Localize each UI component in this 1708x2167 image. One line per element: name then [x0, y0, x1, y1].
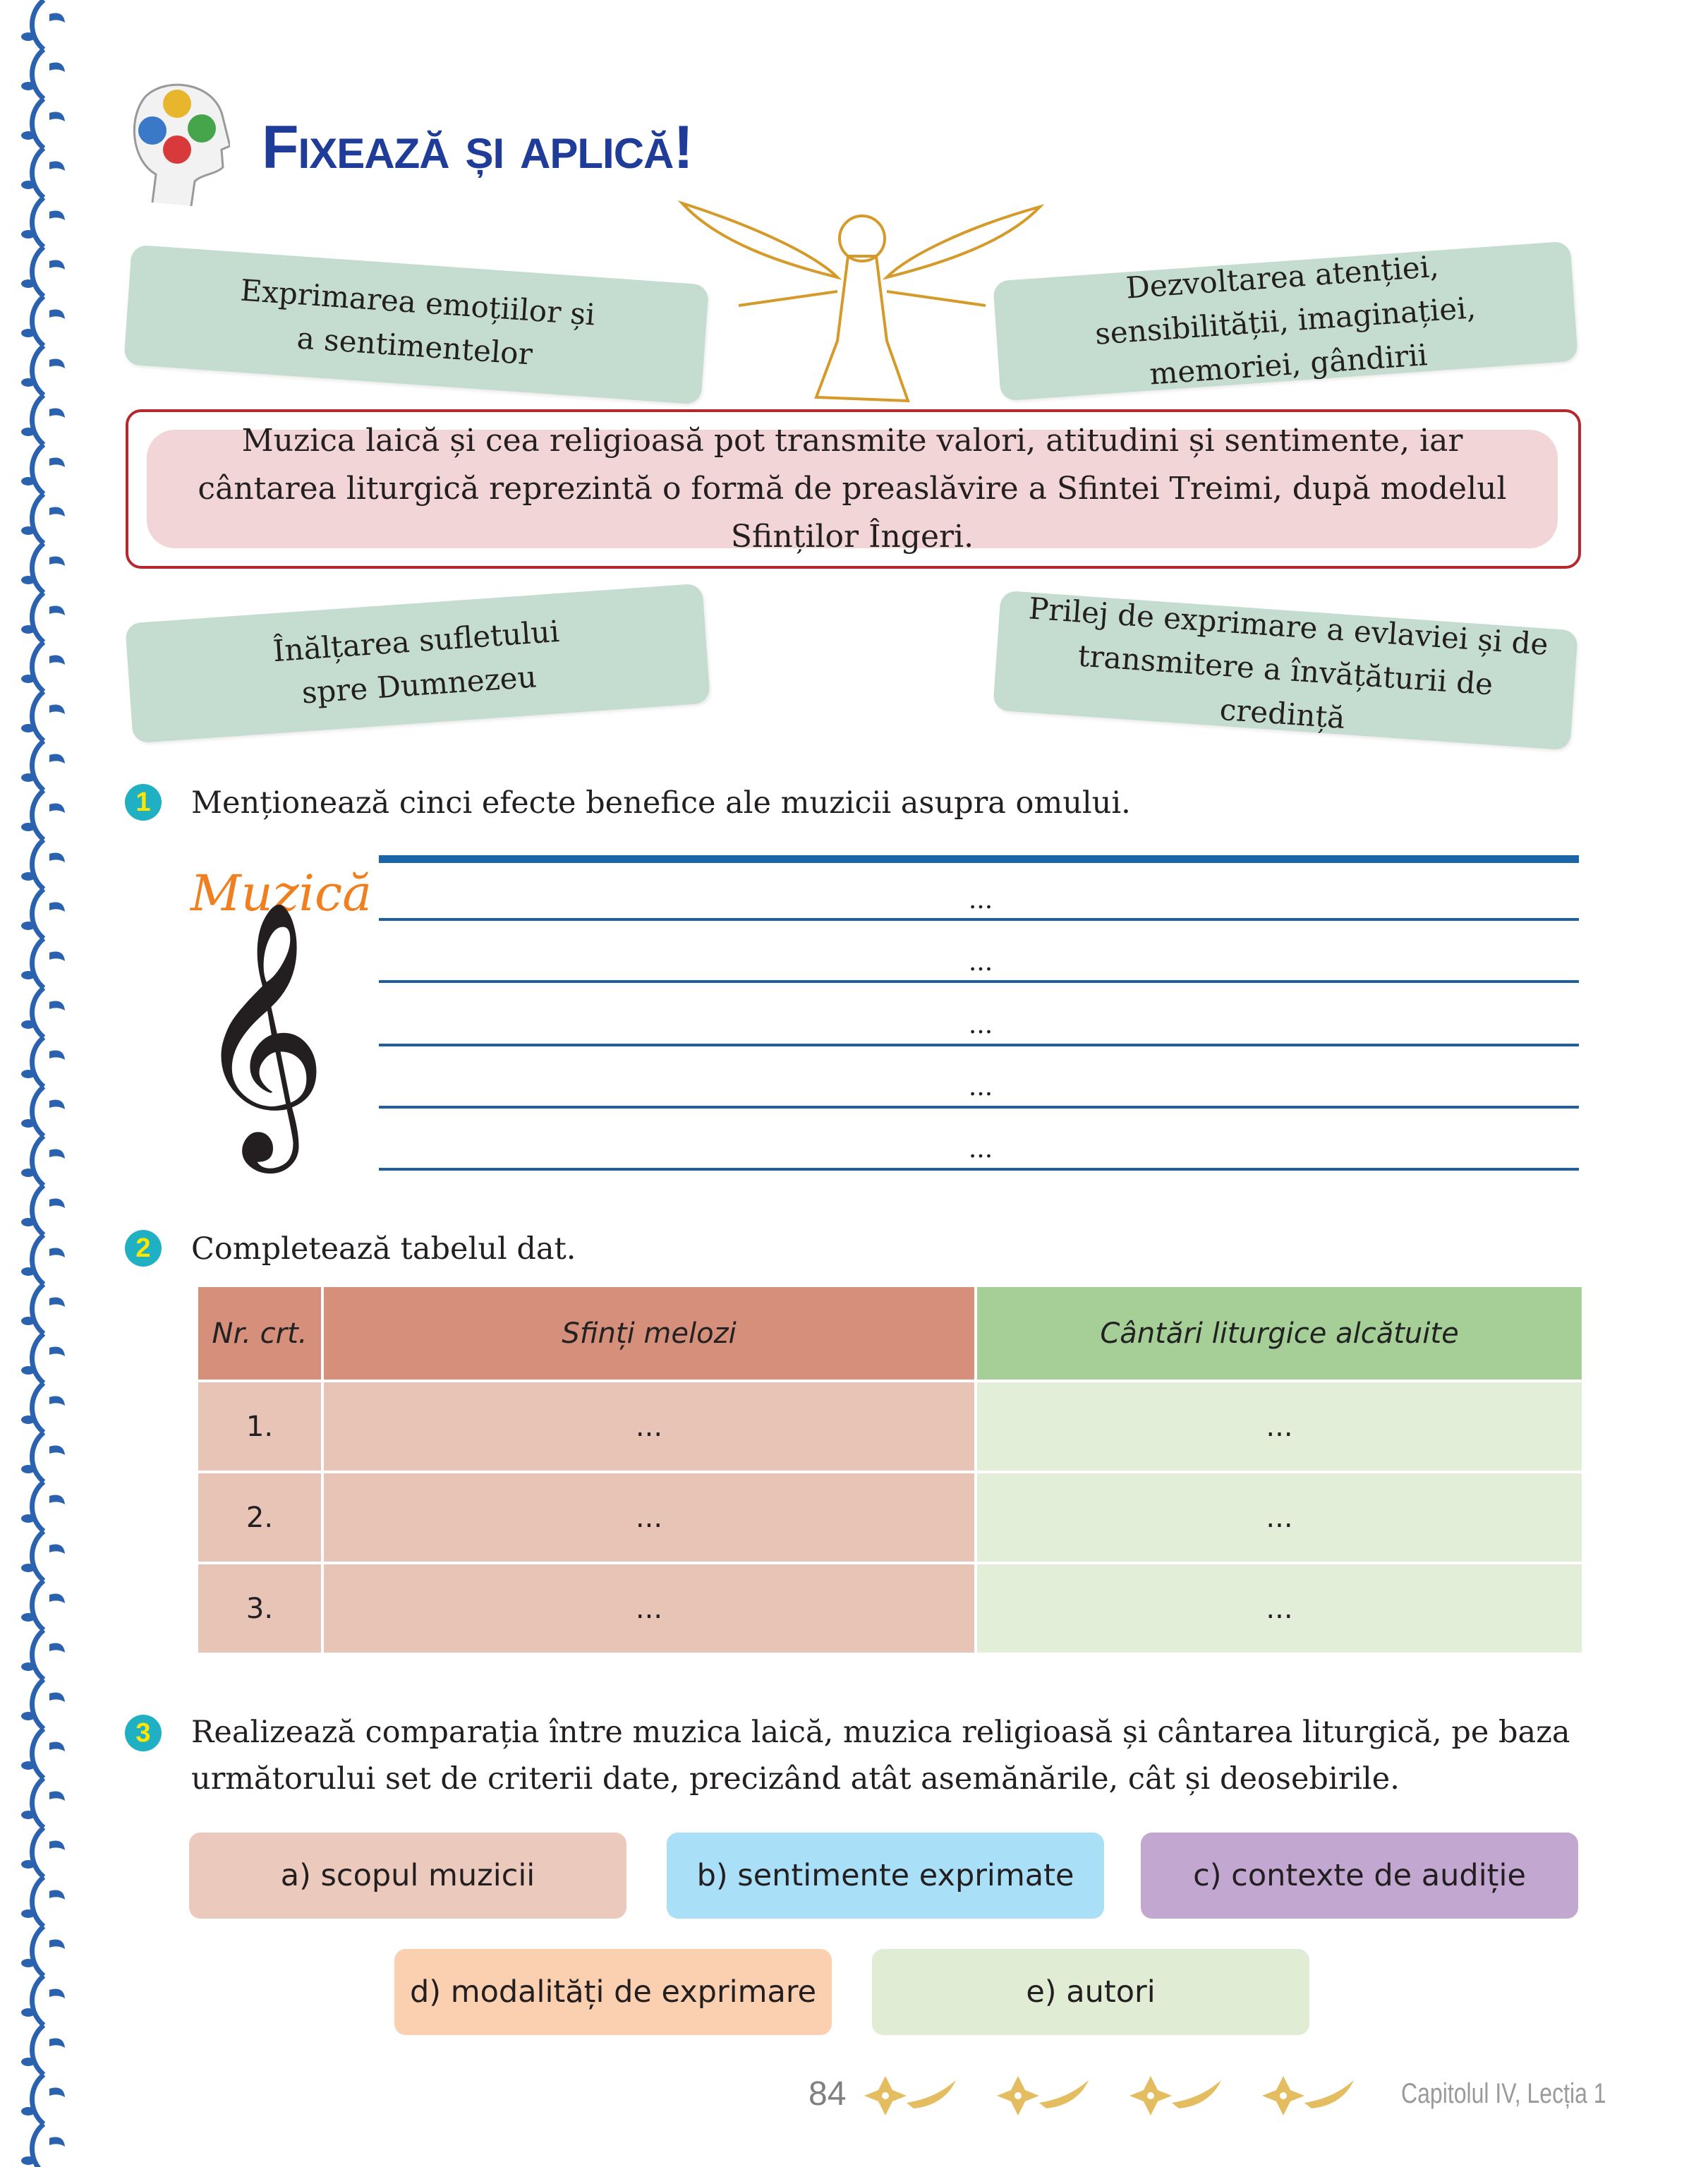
- answer-line: [379, 1044, 1579, 1046]
- answer-line: [379, 1168, 1579, 1171]
- answer-placeholder[interactable]: ...: [968, 886, 993, 915]
- exercise-number-badge: 1: [125, 784, 162, 821]
- answer-placeholder[interactable]: ...: [968, 948, 993, 977]
- chapter-label: Capitolul IV, Lecția 1: [1401, 2078, 1606, 2109]
- row-number: 3.: [197, 1563, 322, 1654]
- concept-box-soul: [125, 584, 710, 744]
- exercise-1-text: Menționează cinci efecte benefice ale muzicii asupra omului.: [191, 785, 1131, 821]
- hymn-cell[interactable]: ...: [976, 1381, 1583, 1472]
- decorative-wave-border: [0, 0, 99, 2167]
- floral-ornament: [857, 2075, 1386, 2117]
- head-gears-icon: [124, 76, 230, 210]
- saint-cell[interactable]: ...: [322, 1472, 976, 1563]
- music-label: Muzică: [190, 864, 372, 922]
- hymn-cell[interactable]: ...: [976, 1563, 1583, 1654]
- exercise-number-badge: 2: [125, 1230, 162, 1267]
- key-statement: [147, 423, 1558, 555]
- table-row: [197, 1381, 1583, 1472]
- answer-line: [379, 918, 1579, 921]
- exercise-3-text: Realizează comparația între muzica laică, muzica religioasă și cântarea liturgică, pe baza următorului set de criterii date, precizând atât asemănările, cât și deosebirile.: [191, 1715, 1570, 1797]
- criterion-purpose: a) scopul muzicii: [189, 1833, 626, 1919]
- answer-line: [379, 980, 1579, 983]
- header-hymns: Cântări liturgice alcătuite: [976, 1286, 1583, 1381]
- answer-placeholder[interactable]: ...: [968, 1010, 993, 1039]
- table-row: [197, 1563, 1583, 1654]
- saint-cell[interactable]: ...: [322, 1563, 976, 1654]
- concept-box-emotions: [123, 245, 709, 405]
- row-number: 1.: [197, 1381, 322, 1472]
- concept-text: Dezvoltarea atenției, sensibilității, imaginației, memoriei, gândirii: [1094, 248, 1477, 392]
- criterion-expression: d) modalități de exprimare: [394, 1949, 832, 2035]
- table-row: [197, 1472, 1583, 1563]
- criterion-feelings: b) sentimente exprimate: [667, 1833, 1104, 1919]
- concept-text: Prilej de exprimare a evlaviei și de transmitere a învățăturii de credință: [1027, 591, 1550, 735]
- header-nr: Nr. crt.: [197, 1286, 322, 1381]
- treble-clef-icon: 𝄞: [194, 899, 328, 1161]
- hymn-cell[interactable]: ...: [976, 1472, 1583, 1563]
- concept-box-piety: [993, 591, 1578, 751]
- answer-line: [379, 1106, 1579, 1109]
- saints-table: [195, 1284, 1585, 1655]
- header-saints: Sfinți melozi: [322, 1286, 976, 1381]
- answer-area-top-rule: [379, 855, 1579, 863]
- concept-box-development: [993, 241, 1578, 402]
- page-title: Fixează și aplică!: [262, 114, 693, 181]
- criterion-authors: e) autori: [872, 1949, 1309, 2035]
- concept-text: Exprimarea emoțiilor și a sentimentelor: [239, 272, 597, 372]
- saint-cell[interactable]: ...: [322, 1381, 976, 1472]
- concept-text: Înălțarea sufletului spre Dumnezeu: [272, 613, 561, 711]
- criterion-contexts: c) contexte de audiție: [1141, 1833, 1578, 1919]
- answer-placeholder[interactable]: ...: [968, 1135, 993, 1164]
- exercise-2-text: Completează tabelul dat.: [191, 1231, 576, 1267]
- angel-illustration: [675, 200, 1047, 408]
- row-number: 2.: [197, 1472, 322, 1563]
- key-statement-text: Muzica laică și cea religioasă pot transmite valori, atitudini și sentimente, iar cântarea liturgică reprezintă o formă de preaslăvire a Sfintei Treimi, după modelul Sfinților Îngeri.: [198, 423, 1507, 555]
- answer-placeholder[interactable]: ...: [968, 1073, 993, 1101]
- exercise-number-badge: 3: [125, 1715, 162, 1751]
- page-number: 84: [808, 2075, 847, 2113]
- table-header-row: [197, 1286, 1583, 1381]
